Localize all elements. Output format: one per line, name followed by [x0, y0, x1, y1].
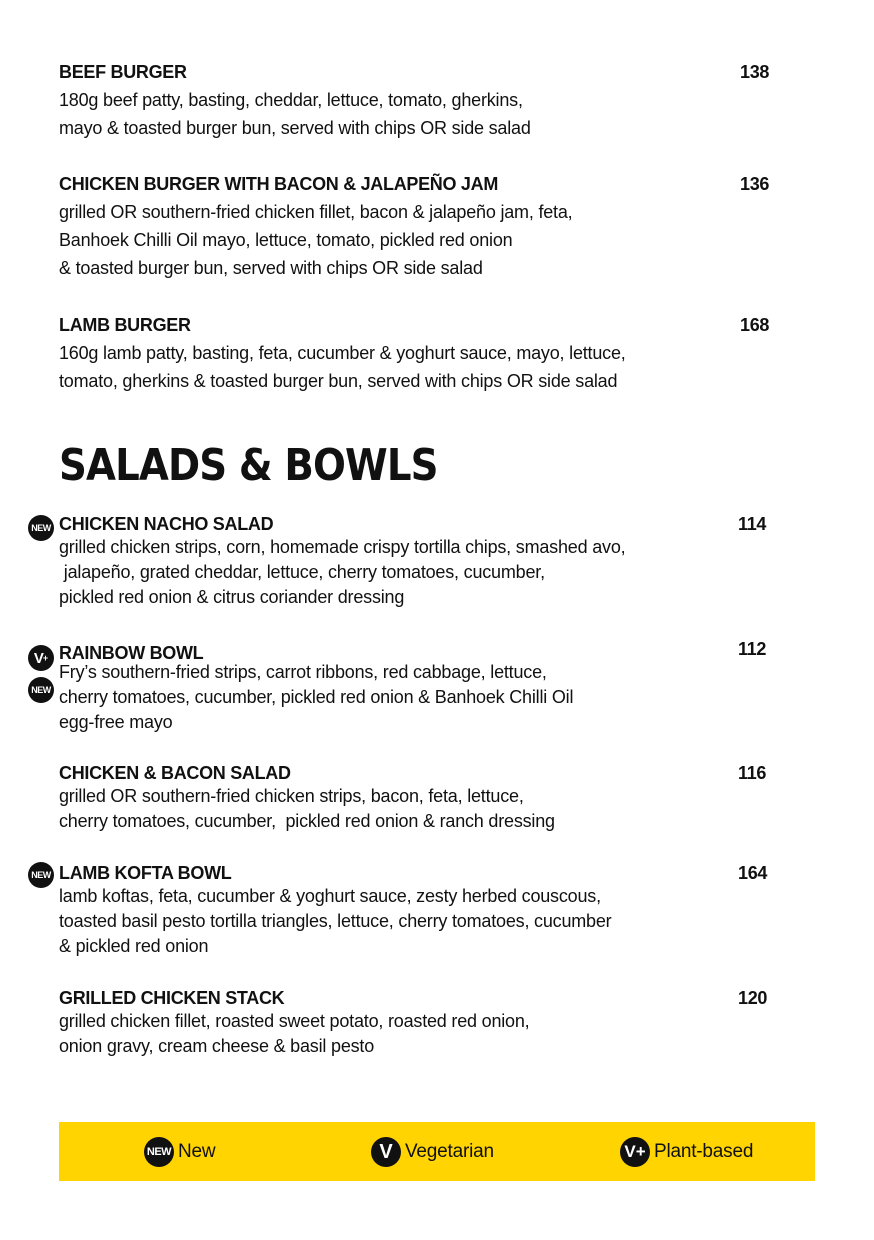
menu-item-lamb-kofta-bowl	[59, 862, 779, 959]
menu-item-chicken-bacon-salad	[59, 762, 779, 834]
item-name: CHICKEN & BACON SALAD	[59, 763, 291, 783]
item-price: 168	[740, 315, 770, 335]
item-name: GRILLED CHICKEN STACK	[59, 988, 285, 1008]
legend-bar	[59, 1122, 815, 1181]
item-name: LAMB KOFTA BOWL	[59, 863, 232, 883]
new-badge-icon: NEW	[28, 862, 54, 888]
item-description: grilled chicken strips, corn, homemade crispy tortilla chips, smashed avo, jalapeño, grated cheddar, lettuce, cherry tomatoes, cucumber, pickled red onion & citrus coriander dressing	[59, 537, 626, 607]
item-description: grilled OR southern-fried chicken strips, bacon, feta, lettuce, cherry tomatoes, cucumber, pickled red onion & ranch dressing	[59, 786, 555, 831]
legend-vegetarian	[371, 1136, 494, 1168]
item-name: RAINBOW BOWL	[59, 643, 204, 663]
menu-item-grilled-chicken-stack	[59, 987, 779, 1059]
item-description: 160g lamb patty, basting, feta, cucumber & yoghurt sauce, mayo, lettuce, tomato, gherkins & toasted burger bun, served with chips OR side salad	[59, 343, 626, 391]
item-price: 116	[738, 763, 767, 783]
plant-based-icon: V+	[620, 1137, 650, 1167]
item-price: 114	[738, 514, 767, 534]
menu-item-lamb-burger	[59, 314, 779, 395]
legend-label: Vegetarian	[405, 1141, 494, 1162]
item-name: BEEF BURGER	[59, 62, 187, 82]
item-price: 138	[740, 62, 770, 82]
item-description: grilled OR southern-fried chicken fillet, bacon & jalapeño jam, feta, Banhoek Chilli Oil mayo, lettuce, tomato, pickled red onion & toasted burger bun, served with chips OR side salad	[59, 202, 573, 278]
new-badge-icon: NEW	[28, 677, 54, 703]
menu-item-chicken-burger	[59, 173, 779, 282]
item-name: CHICKEN NACHO SALAD	[59, 514, 274, 534]
item-price: 164	[738, 863, 768, 883]
legend-plant-based	[620, 1136, 753, 1168]
menu-item-beef-burger	[59, 61, 779, 142]
legend-label: New	[178, 1141, 216, 1162]
item-price: 120	[738, 988, 768, 1008]
item-description: Fry’s southern-fried strips, carrot ribbons, red cabbage, lettuce, cherry tomatoes, cucumber, pickled red onion & Banhoek Chilli Oil egg-free mayo	[59, 662, 574, 732]
item-name: CHICKEN BURGER WITH BACON & JALAPEÑO JAM	[59, 174, 499, 194]
section-title: SALADS & BOWLS	[59, 440, 438, 491]
item-description: lamb koftas, feta, cucumber & yoghurt sauce, zesty herbed couscous, toasted basil pesto tortilla triangles, lettuce, cherry tomatoes, cucumber & pickled red onion	[59, 886, 612, 956]
new-badge-icon: NEW	[28, 515, 54, 541]
item-name: LAMB BURGER	[59, 315, 191, 335]
item-description: 180g beef patty, basting, cheddar, lettuce, tomato, gherkins, mayo & toasted burger bun, served with chips OR side salad	[59, 90, 531, 138]
plant-based-icon: V +	[28, 645, 54, 671]
item-price: 136	[740, 174, 770, 194]
menu-item-rainbow-bowl	[59, 642, 779, 735]
legend-label: Plant-based	[654, 1141, 754, 1162]
legend-new	[144, 1136, 215, 1168]
menu-item-chicken-nacho-salad	[59, 513, 779, 610]
new-badge-icon: NEW	[144, 1137, 174, 1167]
item-price: 112	[738, 639, 767, 659]
vegetarian-icon: V	[371, 1137, 401, 1167]
item-description: grilled chicken fillet, roasted sweet potato, roasted red onion, onion gravy, cream cheese & basil pesto	[59, 1011, 530, 1056]
